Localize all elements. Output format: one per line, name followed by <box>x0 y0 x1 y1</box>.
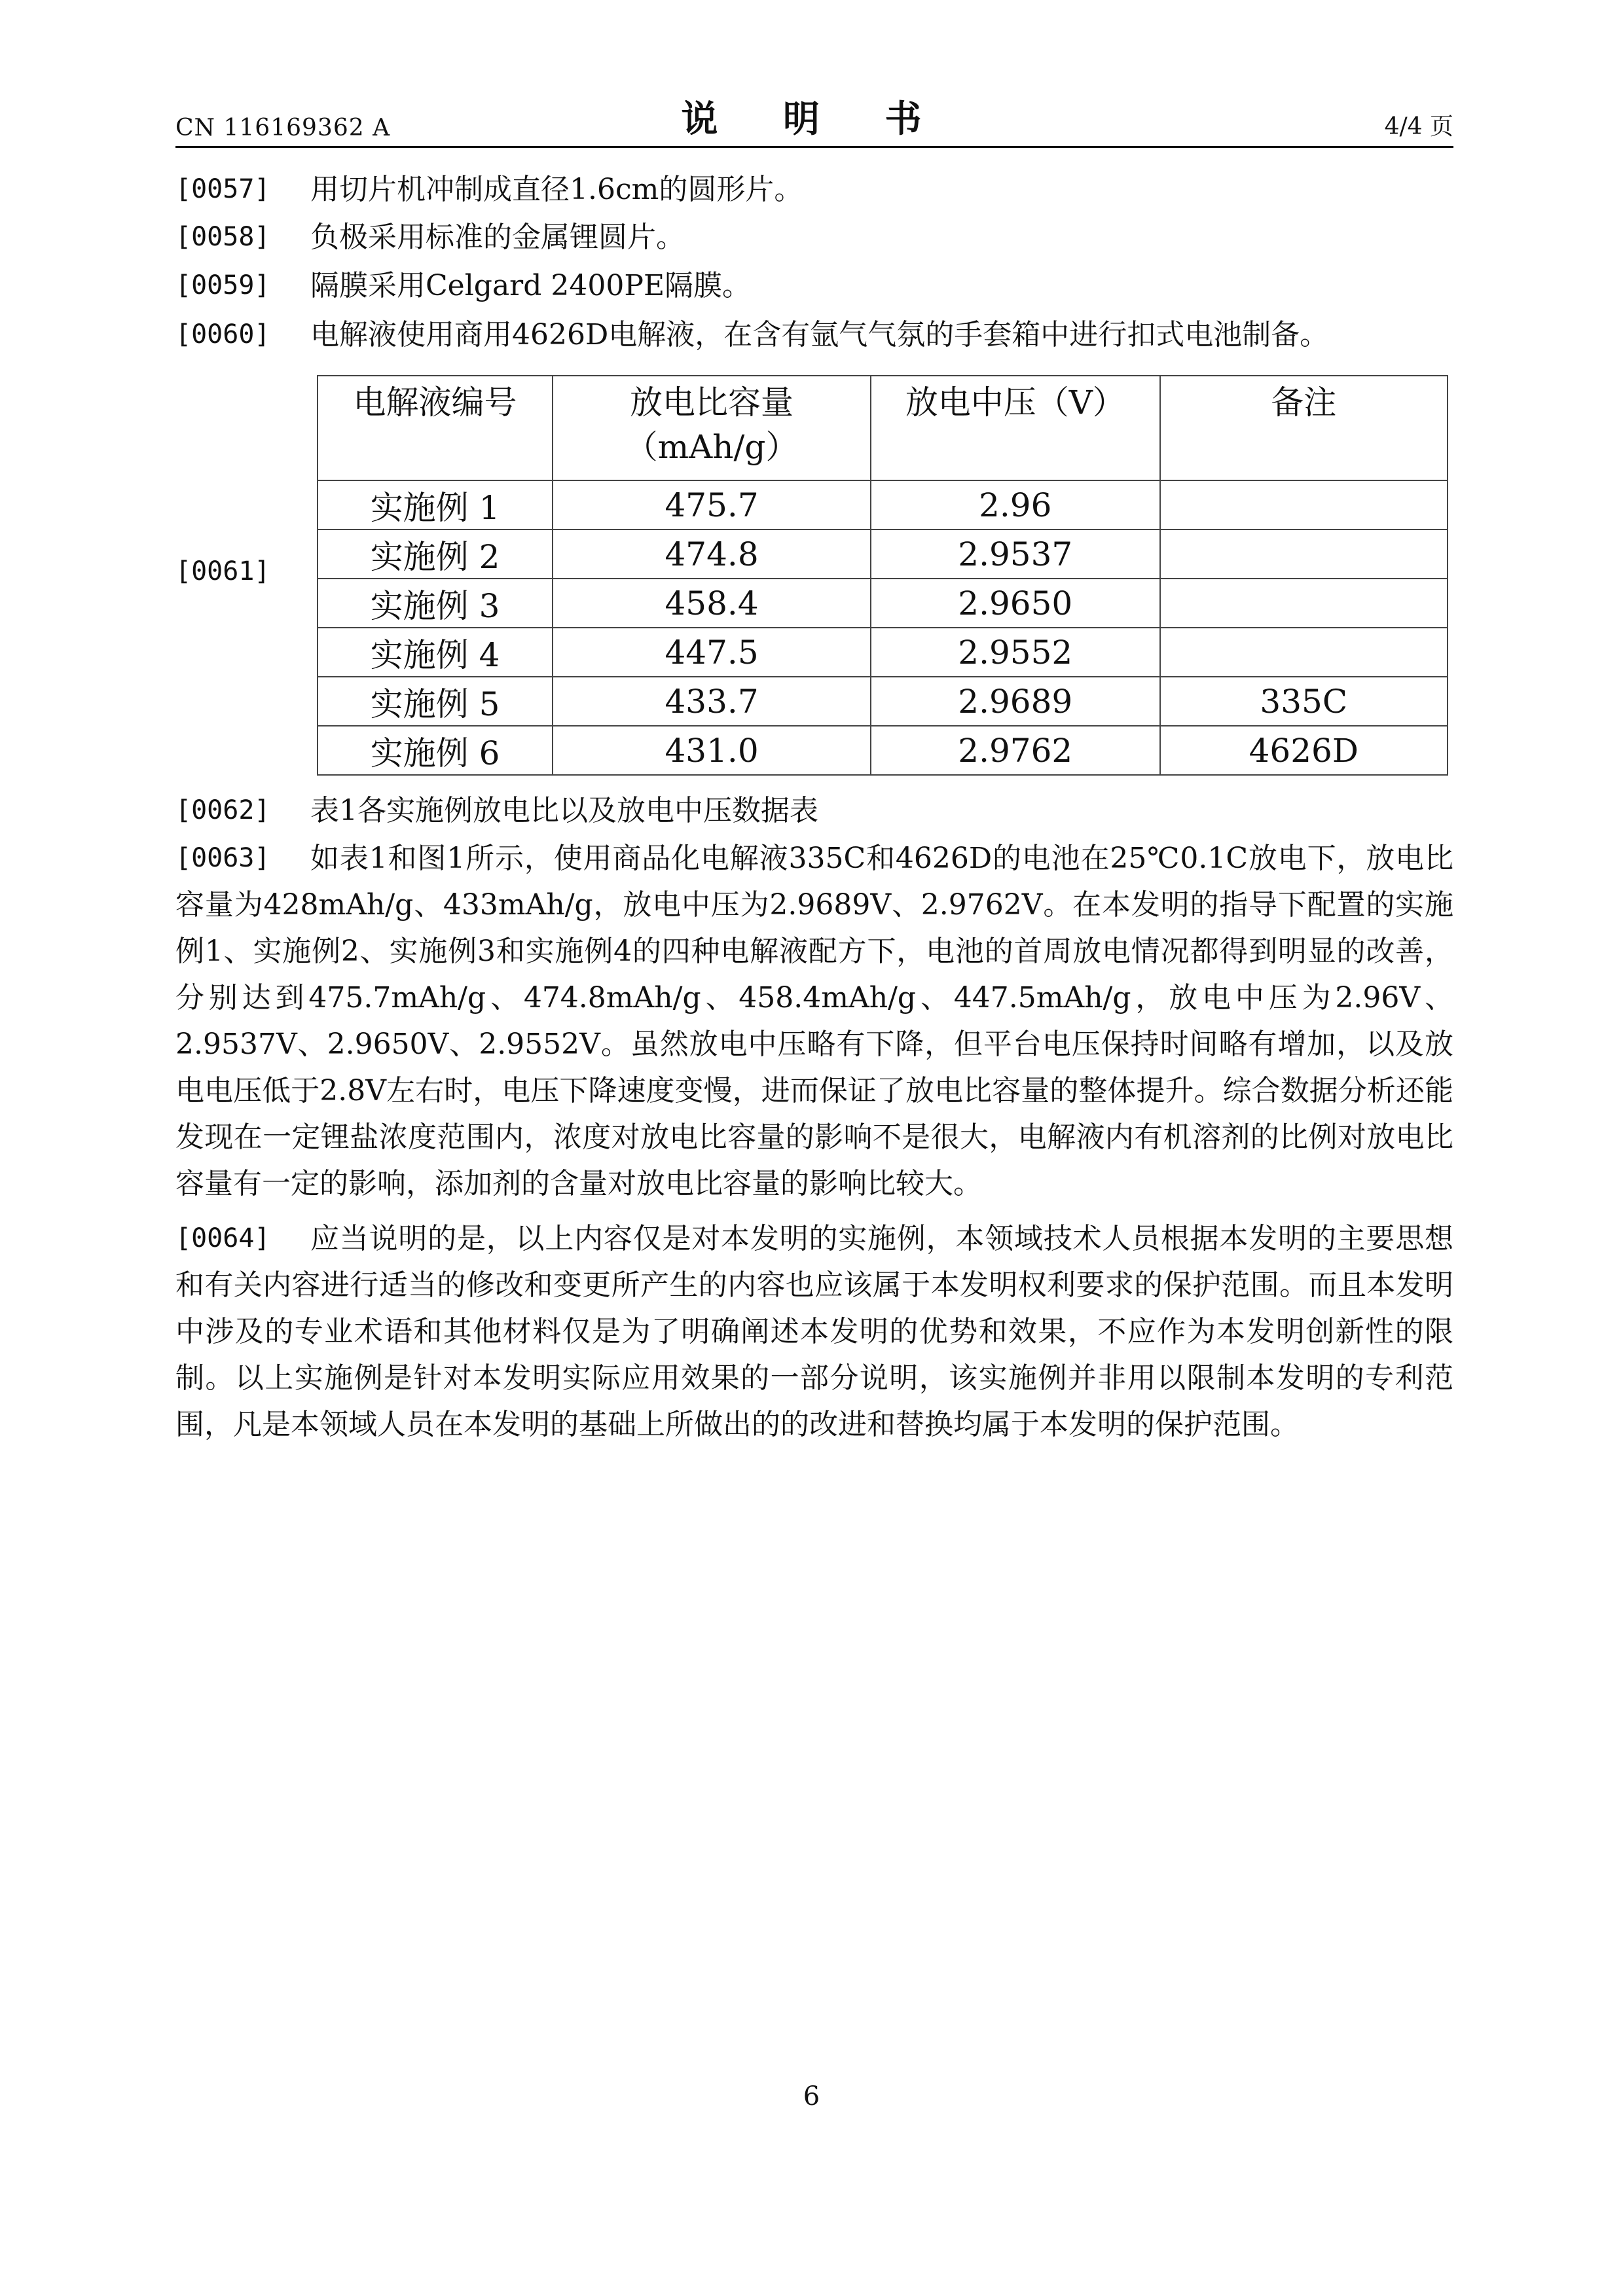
table-row <box>318 529 1448 579</box>
doc-id: CN 116169362 A <box>175 115 391 141</box>
table-cell: 433.7 <box>553 677 871 726</box>
table-cell: 458.4 <box>553 579 871 628</box>
table-cell: 475.7 <box>553 480 871 529</box>
table-cell: 2.96 <box>871 480 1160 529</box>
paragraph-number: [0058] <box>175 222 270 252</box>
paragraph-text: 如表1和图1所示，使用商品化电解液335C和4626D的电池在25℃0.1C放电下，放电比容量为428mAh/g、433mAh/g，放电中压为2.9689V、2.9762V。在本发明的指导下配置的实施例1、实施例2、实施例3和实施例4的四种电解液配方下，电池的首周放电情况都得到明显的改善，分别达到475.7mAh/g、474.8mAh/g、458.4mAh/g、447.5mAh/g，放电中压为2.96V、2.9537V、2.9650V、2.9552V。虽然放电中压略有下降，但平台电压保持时间略有增加，以及放电电压低于2.8V左右时，电压下降速度变慢，进而保证了放电比容量的整体提升。综合数据分析还能发现在一定锂盐浓度范围内，浓度对放电比容量的影响不是很大，电解液内有机溶剂的比例对放电比容量有一定的影响，添加剂的含量对放电比容量的影响比较大。 <box>175 842 1453 1200</box>
paragraph-text: 应当说明的是，以上内容仅是对本发明的实施例，本领域技术人员根据本发明的主要思想和有关内容进行适当的修改和变更所产生的内容也应该属于本发明权利要求的保护范围。而且本发明中涉及的专业术语和其他材料仅是为了明确阐述本发明的优势和效果，不应作为本发明创新性的限制。以上实施例是针对本发明实际应用效果的一部分说明，该实施例并非用以限制本发明的专利范围，凡是本领域人员在本发明的基础上所做出的的改进和替换均属于本发明的保护范围。 <box>175 1222 1453 1441</box>
paragraph-number: [0060] <box>175 319 270 350</box>
table-cell: 2.9537 <box>871 529 1160 579</box>
table-header-cell: 备注 <box>1160 376 1448 480</box>
table-cell: 实施例 6 <box>318 726 553 775</box>
table-row <box>318 579 1448 628</box>
table-row <box>318 628 1448 677</box>
table-cell: 474.8 <box>553 529 871 579</box>
table-cell <box>1160 480 1448 529</box>
page-number: 6 <box>803 2081 820 2111</box>
table-cell: 2.9689 <box>871 677 1160 726</box>
table-cell: 335C <box>1160 677 1448 726</box>
paragraph-number: [0063] <box>175 843 270 873</box>
table-row <box>318 726 1448 775</box>
doc-title: 说 明 书 <box>681 98 948 141</box>
table-cell: 实施例 5 <box>318 677 553 726</box>
table-cell <box>1160 529 1448 579</box>
table-header-row <box>318 376 1448 480</box>
paragraph-number: [0062] <box>175 795 270 825</box>
table-cell <box>1160 579 1448 628</box>
paragraph-number: [0064] <box>175 1223 270 1253</box>
paragraph-number: [0059] <box>175 270 270 300</box>
table-row <box>318 677 1448 726</box>
table-cell: 实施例 4 <box>318 628 553 677</box>
page-indicator: 4/4 页 <box>1384 113 1453 140</box>
table-cell: 2.9762 <box>871 726 1160 775</box>
header-rule <box>175 146 1453 148</box>
table-cell: 447.5 <box>553 628 871 677</box>
paragraph-text: 负极采用标准的金属锂圆片。 <box>310 221 685 254</box>
table-row <box>318 480 1448 529</box>
paragraph-text: 表1各实施例放电比以及放电中压数据表 <box>310 794 818 827</box>
table-header-cell: 放电中压（V） <box>871 376 1160 480</box>
table-header-cell: 放电比容量 （mAh/g） <box>553 376 871 480</box>
table-cell: 2.9552 <box>871 628 1160 677</box>
table-header-cell: 电解液编号 <box>318 376 553 480</box>
table-cell: 实施例 3 <box>318 579 553 628</box>
paragraph-text: 隔膜采用Celgard 2400PE隔膜。 <box>310 269 752 302</box>
paragraph-text: 电解液使用商用4626D电解液，在含有氩气气氛的手套箱中进行扣式电池制备。 <box>310 318 1329 351</box>
table-cell: 实施例 2 <box>318 529 553 579</box>
page-header <box>175 98 1453 148</box>
paragraph-number: [0057] <box>175 174 270 204</box>
paragraph-number: [0061] <box>175 556 270 586</box>
data-table <box>317 375 1448 776</box>
table-cell: 431.0 <box>553 726 871 775</box>
paragraph-text: 用切片机冲制成直径1.6cm的圆形片。 <box>310 173 803 206</box>
table-cell <box>1160 628 1448 677</box>
table-cell: 实施例 1 <box>318 480 553 529</box>
table-cell: 2.9650 <box>871 579 1160 628</box>
table-cell: 4626D <box>1160 726 1448 775</box>
